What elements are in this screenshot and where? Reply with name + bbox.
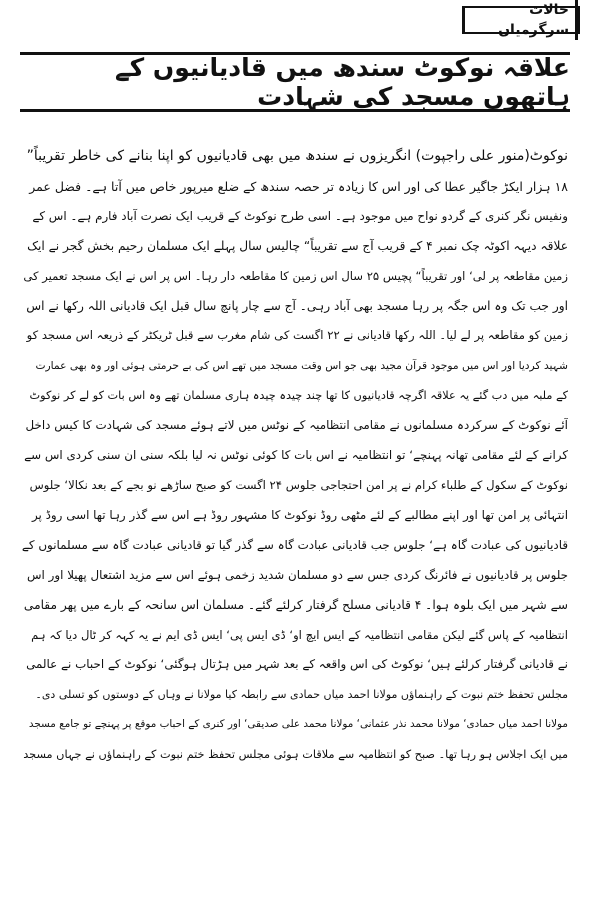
article-line: ونفیس نگر کنری کے گردو نواح میں موجود ہے۔ اسی طرح نوکوٹ کے قریب ایک نصرت آباد فارم ہے۔ اس کے: [32, 208, 568, 223]
article-line: آئے نوکوٹ کے سرکردہ مسلمانوں نے مقامی انتظامیہ کے نوٹس میں لاتے ہوئے مسجد کی شہادت کا کیس داخل: [25, 418, 568, 433]
article-line: میں ایک اجلاس ہو رہا تھا۔ صبح کو انتظامیہ سے ملاقات ہوئی مجلس تحفظ ختم نبوت کے راہنماؤں نے جہاں مسجد: [23, 748, 568, 762]
article-line: شہید کردیا اور اس میں موجود قرآن مجید بھی جو اس وقت مسجد میں تھے اس کی بے حرمتی ہوئی اور وہ بھی عمارت: [35, 359, 568, 373]
article-line: ۱۸ ہزار ایکڑ جاگیر عطا کی اور اس کا زیادہ تر حصہ سندھ کے ضلع میرپور خاص میں آتا ہے۔ فضل عمر: [29, 178, 568, 194]
article-line: زمین مقاطعہ پر لی‘ اور تقریباً“ پچیس ۲۵ سال اس زمین کا مقاطعہ دار رہا۔ اس پر اس نے ایک مسجد تعمیر کی: [23, 268, 568, 283]
article-line: زمین کو مقاطعہ پر لے لیا۔ اللہ رکھا قادیانی نے ۲۲ اگست کی شام مغرب سے قبل ٹریکٹر کے ذریعہ اس مسجد کو: [26, 328, 568, 343]
article-line: نوکوٹ(منور علی راجپوت) انگریزوں نے سندھ میں بھی قادیانیوں کو اپنا بنانے کی خاطر تقریباً”: [26, 148, 568, 164]
article-line: قادیانیوں کی عبادت گاہ ہے‘ جلوس جب قادیانی عبادت گاہ سے گذر گیا تو قادیانی عبادت گاہ سے مسلمانوں کے: [22, 537, 568, 552]
article-line: نوکوٹ کے سکول کے طلباء کرام نے پر امن احتجاجی جلوس ۲۴ اگست کو صبح ساڑھے نو بجے کے بعد نکالا‘ جلوس: [29, 477, 568, 492]
headline-text: علاقہ نوکوٹ سندھ میں قادیانیوں کے ہاتھوں مسجد کی شہادت: [115, 53, 570, 111]
article-line: کے ملبہ میں دب گئے یہ علاقہ اگرچہ قادیانیوں کا تھا چند چیدہ چیدہ ہاری مسلمان تھے وہ اس بات کو لے کر نوکوٹ: [29, 389, 568, 403]
article-line: کرانے کے لئے مقامی تھانہ پہنچے‘ تو انتظامیہ نے اس بات کا کوئی نوٹس نہ لیا بلکہ سنی ان سنی کردی اس سے: [24, 448, 568, 463]
article-line: علاقہ دیہہ اکوٹہ چک نمبر ۴ کے قریب آج سے تقریباً“ چالیس سال پہلے ایک مسلمان رحیم بخش گجر نے ایک: [27, 238, 568, 253]
article-line: سے شہر میں ایک بلوہ ہوا۔ ۴ قادیانی مسلح گرفتار کرلئے گئے۔ مسلمان اس سانحہ کے بارے میں پھر مقامی: [23, 597, 568, 612]
section-tag-label: حالات سرگرمیاں: [465, 0, 578, 40]
headline: [20, 52, 570, 112]
article-line: انتظامیہ کے پاس گئے لیکن مقامی انتظامیہ کے ایس ایچ او‘ ڈی ایس پی‘ ایس ڈی ایم نے یہ کہہ کر ٹال دیا کہ ہم: [31, 627, 568, 642]
article-line: اور جب تک وہ اس جگہ پر رہا مسجد بھی آباد رہی۔ آج سے چار پانچ سال قبل ایک قادیانی اللہ رکھا نے اس: [26, 298, 568, 313]
article-line: نے قادیانی گرفتار کرلئے ہیں‘ نوکوٹ کی اس واقعہ کے بعد شہر میں ہڑتال ہوگئی‘ نوکوٹ کے احباب نے عالمی: [26, 657, 568, 672]
article-line: انتہائی پر امن تھا اور اپنے مطالبے کے لئے مٹھی روڈ نوکوٹ کا مشہور روڈ ہے اس سے گذر رہا تھا اسی روڈ پر: [31, 507, 568, 522]
section-tag: [462, 2, 580, 38]
article-line: مجلس تحفظ ختم نبوت کے راہنماؤں مولانا احمد میاں حمادی سے رابطہ کیا مولانا نے وہاں کے دوستوں کو تسلی دی۔: [35, 688, 568, 702]
article-body: [22, 142, 568, 770]
article-line: مولانا احمد میاں حمادی‘ مولانا محمد نذر عثمانی‘ مولانا محمد علی صدیقی‘ اور کنری کے احباب موقع پر پہنچے تو جامع مسجد: [28, 718, 568, 731]
article-line: جلوس پر قادیانیوں نے فائرنگ کردی جس سے دو مسلمان شدید زخمی ہوئے اس سے مزید اشتعال پھیلا اور اس: [27, 567, 568, 582]
